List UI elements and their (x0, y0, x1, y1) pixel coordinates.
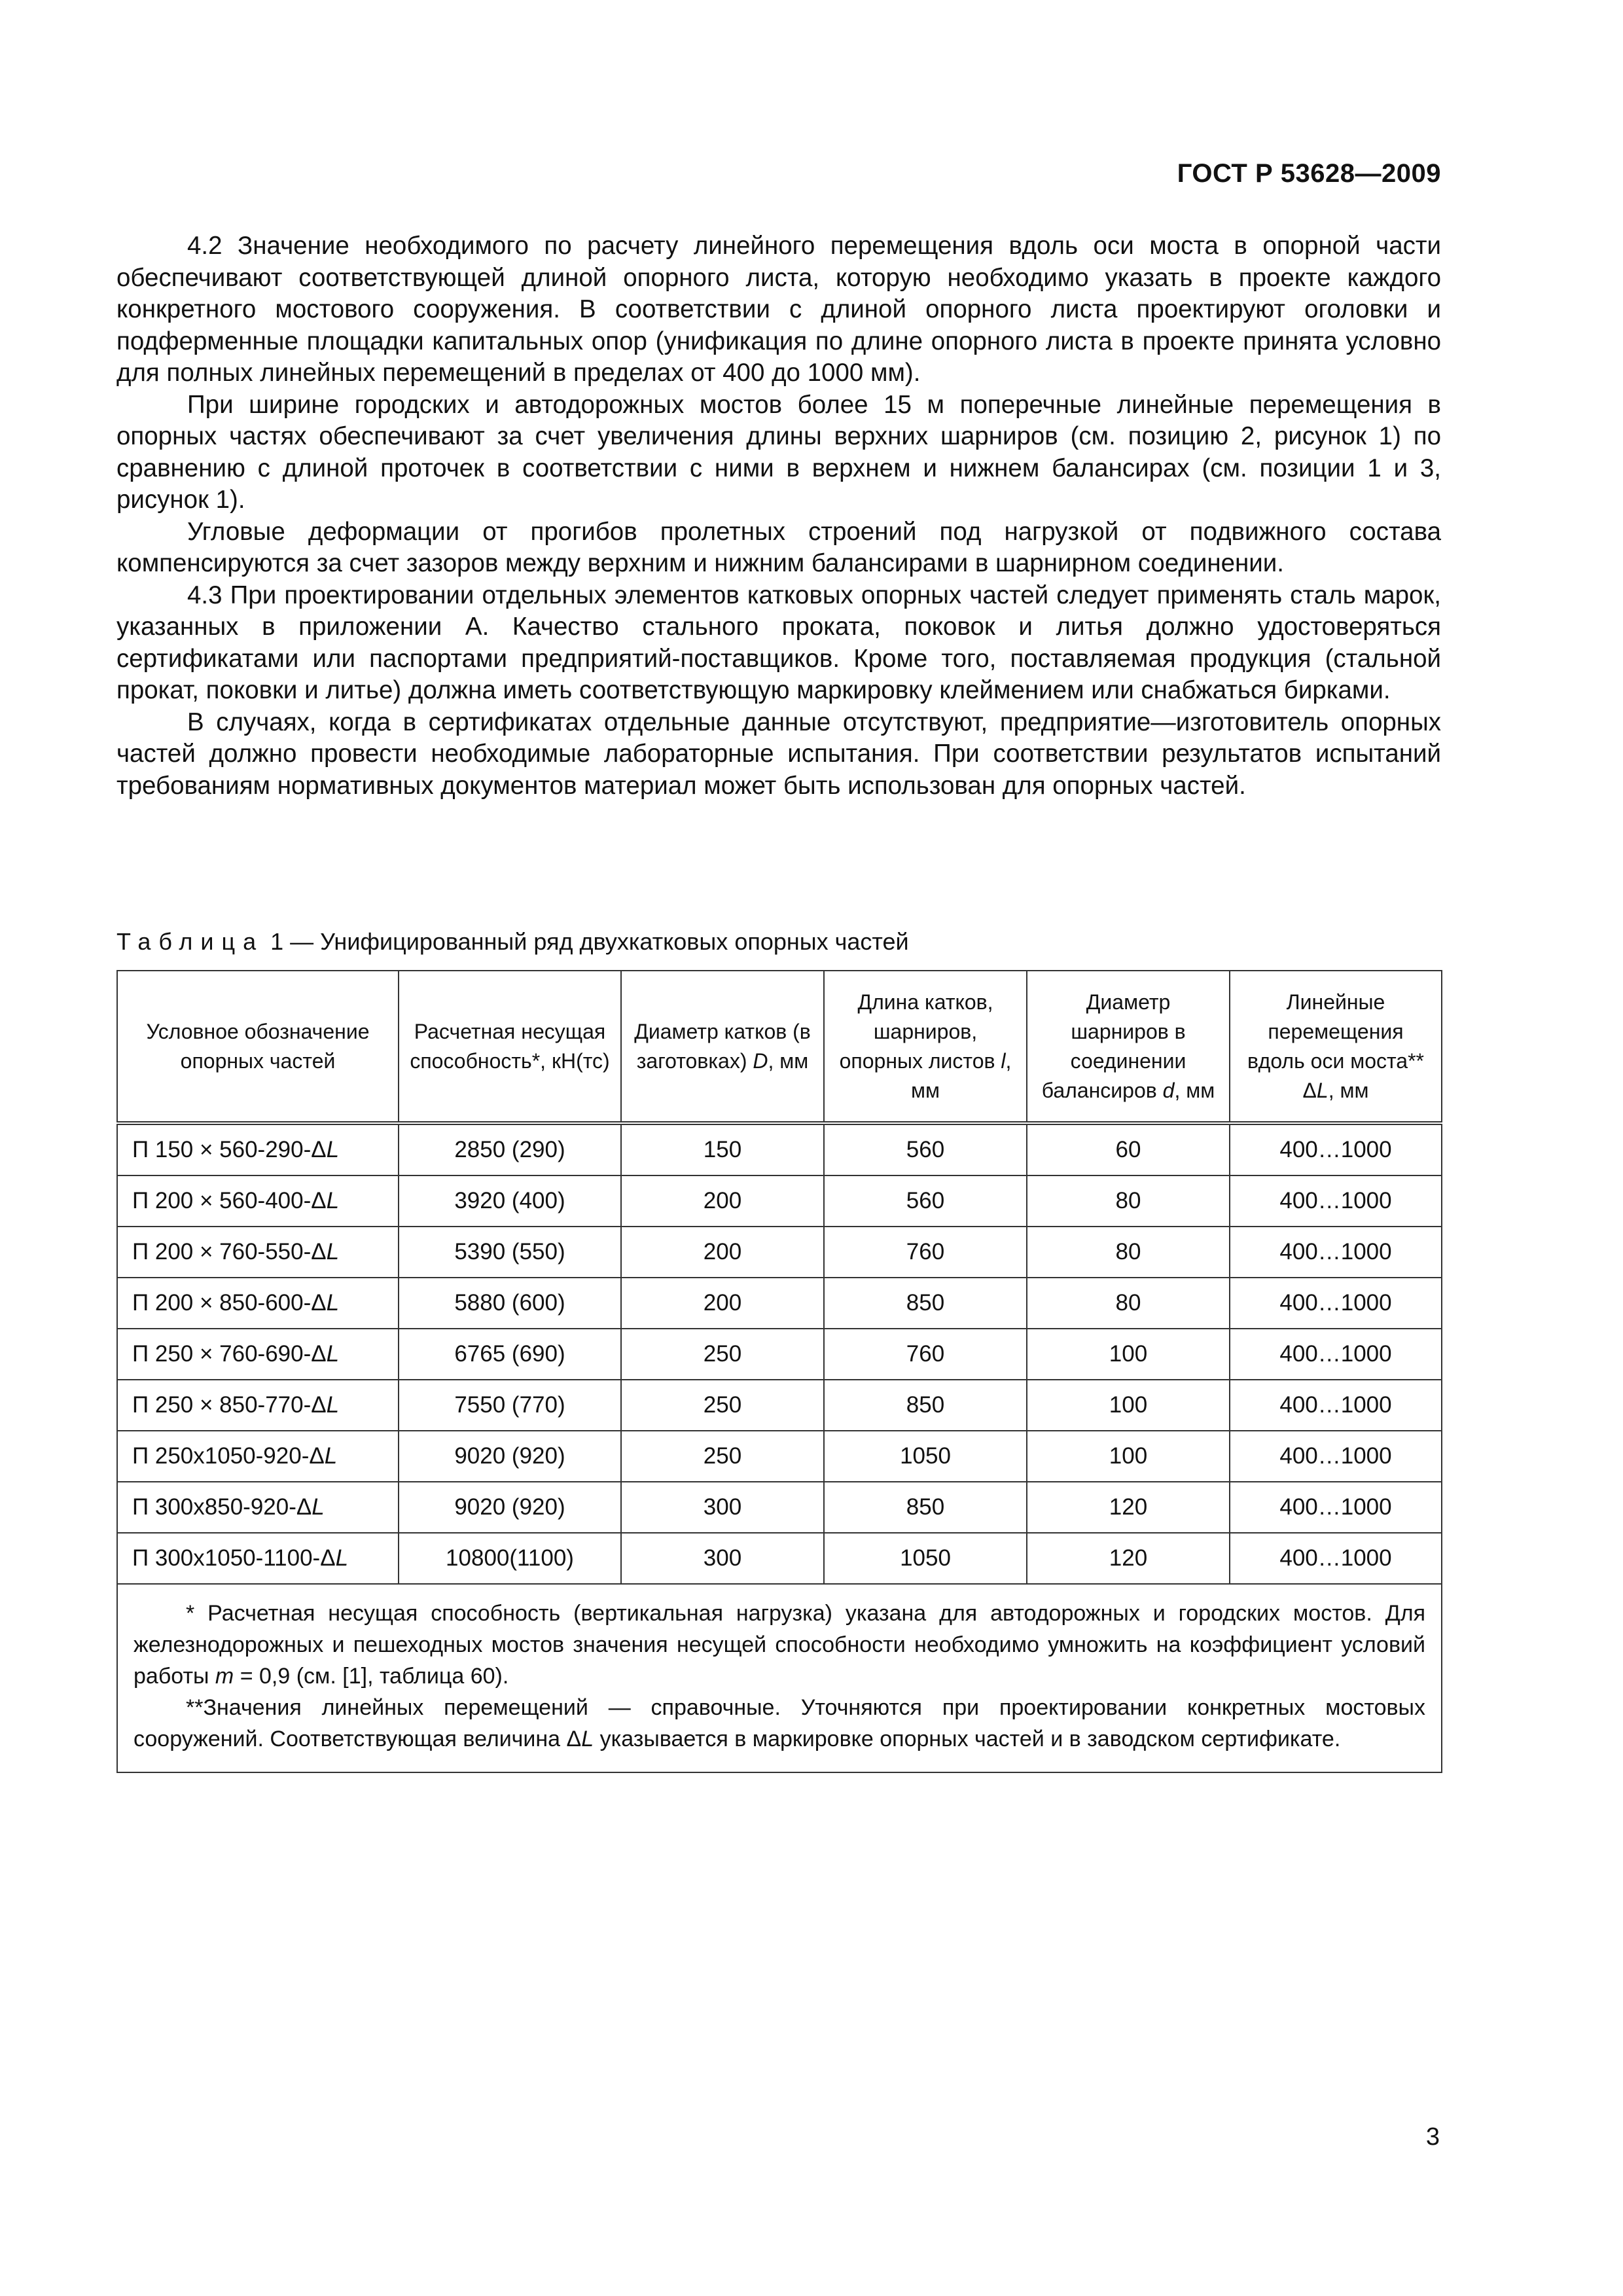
cell-hinge-diameter: 80 (1027, 1278, 1230, 1329)
cell-designation: П 200 × 760-550-ΔL (117, 1227, 399, 1278)
cell-hinge-diameter: 100 (1027, 1380, 1230, 1431)
cell-displacement: 400…1000 (1230, 1482, 1442, 1533)
table-row (117, 1431, 1442, 1482)
table-notes (117, 1584, 1442, 1772)
cell-length: 1050 (824, 1431, 1027, 1482)
page-number: 3 (1425, 2123, 1440, 2151)
cell-capacity: 5390 (550) (399, 1227, 621, 1278)
document-code: ГОСТ Р 53628—2009 (1177, 159, 1441, 188)
header-roller-diameter: Диаметр катков (в заготовках) D, мм (621, 971, 824, 1123)
table-caption-word: Таблица (116, 928, 264, 955)
cell-displacement: 400…1000 (1230, 1227, 1442, 1278)
table-caption-title: 1 — Унифицированный ряд двухкатковых опорных частей (264, 928, 909, 955)
cell-designation: П 200 × 560-400-ΔL (117, 1175, 399, 1227)
cell-displacement: 400…1000 (1230, 1278, 1442, 1329)
cell-capacity: 3920 (400) (399, 1175, 621, 1227)
cell-designation: П 300x1050-1100-ΔL (117, 1533, 399, 1584)
cell-hinge-diameter: 60 (1027, 1123, 1230, 1175)
cell-roller-diameter: 200 (621, 1278, 824, 1329)
table-row (117, 1175, 1442, 1227)
cell-hinge-diameter: 80 (1027, 1227, 1230, 1278)
table-row (117, 1123, 1442, 1175)
cell-capacity: 10800(1100) (399, 1533, 621, 1584)
cell-capacity: 9020 (920) (399, 1431, 621, 1482)
cell-roller-diameter: 300 (621, 1533, 824, 1584)
header-capacity: Расчетная несущая способность*, кН(тс) (399, 971, 621, 1123)
header-hinge-diameter: Диаметр шарниров в соединении балансиров d, мм (1027, 971, 1230, 1123)
table-row (117, 1278, 1442, 1329)
table-row (117, 1329, 1442, 1380)
cell-roller-diameter: 200 (621, 1227, 824, 1278)
paragraph-angular: Угловые деформации от прогибов пролетных строений под нагрузкой от подвижного состава компенсируются за счет зазоров между верхним и нижним балансирами в шарнирном соединении. (116, 517, 1441, 577)
table-row (117, 1533, 1442, 1584)
cell-length: 760 (824, 1227, 1027, 1278)
cell-roller-diameter: 250 (621, 1329, 824, 1380)
paragraph-4-3: 4.3 При проектировании отдельных элементов катковых опорных частей следует применять сталь марок, указанных в приложении А. Качество стального проката, поковок и литья должно удостоверяться сертификатами или паспортами предприятий-поставщиков. Кроме того, поставляемая продукция (стальной прокат, поковки и литье) должна иметь соответствующую маркировку клеймением или снабжаться бирками. (116, 581, 1441, 704)
paragraph-certificates: В случаях, когда в сертификатах отдельные данные отсутствуют, предприятие—изготовитель опорных частей должно провести необходимые лабораторные испытания. При соответствии результатов испытаний требованиям нормативных документов материал может быть использован для опорных частей. (116, 708, 1441, 800)
cell-roller-diameter: 300 (621, 1482, 824, 1533)
cell-roller-diameter: 250 (621, 1380, 824, 1431)
table-row (117, 1227, 1442, 1278)
cell-length: 560 (824, 1175, 1027, 1227)
cell-capacity: 9020 (920) (399, 1482, 621, 1533)
cell-hinge-diameter: 100 (1027, 1329, 1230, 1380)
cell-hinge-diameter: 120 (1027, 1482, 1230, 1533)
note-capacity: * Расчетная несущая способность (вертикальная нагрузка) указана для автодорожных и городских мостов. Для железнодорожных и пешеходных мостов значения несущей способности необходимо умножить на коэффициент условий работы m = 0,9 (см. [1], таблица 60). (134, 1601, 1425, 1689)
cell-length: 850 (824, 1380, 1027, 1431)
bearings-table (116, 970, 1442, 1773)
cell-designation: П 250 × 850-770-ΔL (117, 1380, 399, 1431)
note-displacements: **Значения линейных перемещений — справочные. Уточняются при проектировании конкретных мостовых сооружений. Соответствующая величина ΔL указывается в маркировке опорных частей и в заводском сертификате. (134, 1695, 1425, 1751)
cell-capacity: 6765 (690) (399, 1329, 621, 1380)
table-notes-row (117, 1584, 1442, 1772)
header-designation: Условное обозначение опорных частей (117, 971, 399, 1123)
cell-length: 1050 (824, 1533, 1027, 1584)
cell-roller-diameter: 150 (621, 1123, 824, 1175)
cell-capacity: 2850 (290) (399, 1123, 621, 1175)
cell-length: 850 (824, 1278, 1027, 1329)
table-row (117, 1482, 1442, 1533)
cell-displacement: 400…1000 (1230, 1329, 1442, 1380)
cell-hinge-diameter: 100 (1027, 1431, 1230, 1482)
body-text (116, 230, 1441, 802)
cell-designation: П 250 × 760-690-ΔL (117, 1329, 399, 1380)
table-header-row (117, 971, 1442, 1123)
table-caption (116, 928, 909, 956)
paragraph-4-2: 4.2 Значение необходимого по расчету линейного перемещения вдоль оси моста в опорной части обеспечивают соответствующей длиной опорного листа, которую необходимо указать в проекте каждого конкретного мостового сооружения. В соответствии с длиной опорного листа проектируют оголовки и подферменные площадки капитальных опор (унификация по длине опорного листа в проекте принята условно для полных линейных перемещений в пределах от 400 до 1000 мм). (116, 232, 1441, 387)
cell-roller-diameter: 250 (621, 1431, 824, 1482)
cell-displacement: 400…1000 (1230, 1123, 1442, 1175)
header-length: Длина катков, шарниров, опорных листов l, мм (824, 971, 1027, 1123)
cell-displacement: 400…1000 (1230, 1431, 1442, 1482)
table-row (117, 1380, 1442, 1431)
cell-displacement: 400…1000 (1230, 1380, 1442, 1431)
cell-designation: П 300x850-920-ΔL (117, 1482, 399, 1533)
paragraph-width: При ширине городских и автодорожных мостов более 15 м поперечные линейные перемещения в опорных частях обеспечивают за счет увеличения длины верхних шарниров (см. позицию 2, рисунок 1) по сравнению с длиной проточек в соответствии с ними в верхнем и нижнем балансирах (см. позиции 1 и 3, рисунок 1). (116, 390, 1441, 514)
cell-designation: П 200 × 850-600-ΔL (117, 1278, 399, 1329)
cell-displacement: 400…1000 (1230, 1175, 1442, 1227)
cell-length: 560 (824, 1123, 1027, 1175)
cell-displacement: 400…1000 (1230, 1533, 1442, 1584)
cell-capacity: 7550 (770) (399, 1380, 621, 1431)
cell-capacity: 5880 (600) (399, 1278, 621, 1329)
table-body (117, 1123, 1442, 1584)
cell-hinge-diameter: 80 (1027, 1175, 1230, 1227)
cell-hinge-diameter: 120 (1027, 1533, 1230, 1584)
cell-length: 760 (824, 1329, 1027, 1380)
cell-designation: П 250x1050-920-ΔL (117, 1431, 399, 1482)
cell-length: 850 (824, 1482, 1027, 1533)
header-displacement: Линейные перемещения вдоль оси моста** ΔL, мм (1230, 971, 1442, 1123)
cell-designation: П 150 × 560-290-ΔL (117, 1123, 399, 1175)
cell-roller-diameter: 200 (621, 1175, 824, 1227)
